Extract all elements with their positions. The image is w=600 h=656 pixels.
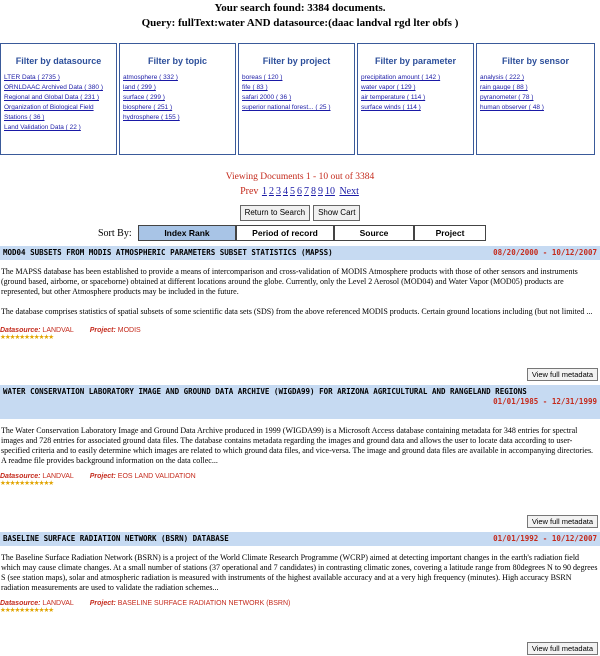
query-text: Query: fullText:water AND datasource:(daac landval rgd lter obfs ) <box>141 17 459 29</box>
filter-link[interactable]: air temperature ( 114 ) <box>361 94 426 101</box>
action-buttons <box>0 205 600 221</box>
filter-link[interactable]: Land Validation Data ( 22 ) <box>4 124 81 131</box>
record-title-bar <box>0 532 600 546</box>
pagination <box>0 186 600 197</box>
sort-source[interactable]: Source <box>334 225 414 241</box>
sort-label: Sort By: <box>98 227 132 239</box>
sort-period-of-record[interactable]: Period of record <box>236 225 334 241</box>
sort-project[interactable]: Project <box>414 225 486 241</box>
page-link-6[interactable]: 6 <box>296 186 302 197</box>
filter-link[interactable]: rain gauge ( 88 ) <box>480 84 528 91</box>
page-link-4[interactable]: 4 <box>282 186 288 197</box>
result-record <box>0 385 600 526</box>
view-full-metadata-button[interactable]: View full metadata <box>527 368 598 381</box>
rating-stars: ★★★★★★★★★★★ <box>0 480 54 487</box>
filter-title: Filter by topic <box>147 56 207 66</box>
filter-link[interactable]: biosphere ( 251 ) <box>123 104 173 111</box>
page-link-3[interactable]: 3 <box>275 186 281 197</box>
record-title-bar <box>0 246 600 260</box>
record-title-bar <box>0 385 600 419</box>
record-description <box>0 426 600 466</box>
filter-project-box <box>238 43 355 155</box>
page-link-2[interactable]: 2 <box>268 186 274 197</box>
record-title[interactable]: BASELINE SURFACE RADIATION NETWORK (BSRN) DATABASE <box>3 534 229 543</box>
filter-link[interactable]: analysis ( 222 ) <box>480 74 525 81</box>
project-label: Project: <box>89 600 116 607</box>
datasource-label: Datasource: <box>0 473 41 480</box>
prev-label: Prev <box>240 186 259 197</box>
record-title[interactable]: WATER CONSERVATION LABORATORY IMAGE AND GROUND DATA ARCHIVE (WIGDA99) FOR ARIZONA AGRICULTURAL AND RANGELAND REGIONS <box>3 387 527 396</box>
filter-panel <box>0 43 600 155</box>
page-link-8[interactable]: 8 <box>310 186 316 197</box>
filter-title: Filter by parameter <box>374 56 457 66</box>
description-paragraph: The Baseline Surface Radiation Network (BSRN) is a project of the World Climate Research Programme (WCRP) aimed at detecting important changes in the earth's radiation field which may cause climate changes. At a small number of stations (37 operational and 7 candidates) in contrasting climatic zones, covering a latitude range from 80degrees N to 90 degrees S (see station maps), solar and atmospheric radiation is measured with instruments of the highest available accuracy and at a very high frequency (minutes). High accuracy BSRN radiation measurements are used to validate the radiation schemes... <box>1 553 598 592</box>
datasource-value: LANDVAL <box>42 600 74 607</box>
project-label: Project: <box>89 327 116 334</box>
filter-link[interactable]: Regional and Global Data ( 231 ) <box>4 94 100 101</box>
filter-link[interactable]: atmosphere ( 332 ) <box>123 74 178 81</box>
page-link-5[interactable]: 5 <box>289 186 295 197</box>
filter-link[interactable]: ORNLDAAC Archived Data ( 380 ) <box>4 84 103 91</box>
project-label: Project: <box>89 473 116 480</box>
record-title[interactable]: MOD04 SUBSETS FROM MODIS ATMOSPHERIC PARAMETERS SUBSET STATISTICS (MAPSS) <box>3 248 333 257</box>
return-to-search-button[interactable]: Return to Search <box>240 205 310 221</box>
project-value: BASELINE SURFACE RADIATION NETWORK (BSRN) <box>117 600 291 607</box>
record-meta <box>0 327 600 334</box>
project-value: EOS LAND VALIDATION <box>117 473 196 480</box>
filter-title: Filter by sensor <box>501 56 570 66</box>
filter-datasource-box <box>0 43 117 155</box>
search-summary <box>0 2 600 30</box>
sort-index-rank[interactable]: Index Rank <box>138 225 236 241</box>
filter-link[interactable]: hydrosphere ( 155 ) <box>123 114 180 121</box>
sort-bar <box>98 224 486 242</box>
record-meta <box>0 473 600 480</box>
record-description <box>0 553 600 593</box>
view-full-metadata-button[interactable]: View full metadata <box>527 642 598 655</box>
filter-link[interactable]: precipitation amount ( 142 ) <box>361 74 441 81</box>
result-record <box>0 532 600 653</box>
filter-link[interactable]: land ( 299 ) <box>123 84 156 91</box>
filter-link[interactable]: safari 2000 ( 36 ) <box>242 94 292 101</box>
record-dates: 01/01/1992 - 10/12/2007 <box>493 534 597 543</box>
datasource-value: LANDVAL <box>42 327 74 334</box>
page-link-9[interactable]: 9 <box>317 186 323 197</box>
datasource-value: LANDVAL <box>42 473 74 480</box>
next-link[interactable]: Next <box>339 186 359 197</box>
filter-link[interactable]: surface ( 299 ) <box>123 94 165 101</box>
filter-link[interactable]: boreas ( 120 ) <box>242 74 283 81</box>
result-record <box>0 246 600 379</box>
datasource-label: Datasource: <box>0 600 41 607</box>
filter-link[interactable]: LTER Data ( 2735 ) <box>4 74 60 81</box>
record-dates: 01/01/1985 - 12/31/1999 <box>493 397 597 406</box>
filter-link[interactable]: water vapor ( 129 ) <box>361 84 416 91</box>
viewing-range: Viewing Documents 1 - 10 out of 3384 <box>225 172 375 182</box>
rating-stars: ★★★★★★★★★★★ <box>0 334 54 341</box>
filter-parameter-box <box>357 43 474 155</box>
filter-link[interactable]: human observer ( 48 ) <box>480 104 544 111</box>
filter-title: Filter by project <box>262 56 331 66</box>
filter-link[interactable]: Stations ( 36 ) <box>4 114 45 121</box>
description-paragraph: The MAPSS database has been established to provide a means of intercomparison and cross-validation of MODIS Atmosphere products with those of other sensors and instruments (ground based, airborne, or spaceborne) obtained at different locations around the globe. Currently, only the Level 2 Aerosol (MOD04) and Water Vapor (MOD05) products are represented, but other Atmosphere products may be included in the future. <box>1 267 578 296</box>
page-link-7[interactable]: 7 <box>303 186 309 197</box>
filter-topic-box <box>119 43 236 155</box>
filter-link[interactable]: fife ( 83 ) <box>242 84 268 91</box>
filter-link[interactable]: pyranometer ( 78 ) <box>480 94 534 101</box>
filter-sensor-box <box>476 43 595 155</box>
page-link-1[interactable]: 1 <box>261 186 267 197</box>
page-link-10[interactable]: 10 <box>324 186 335 197</box>
filter-title: Filter by datasource <box>15 56 102 66</box>
filter-link[interactable]: superior national forest... ( 25 ) <box>242 104 331 111</box>
description-paragraph: The Water Conservation Laboratory Image and Ground Data Archive produced in 1999 (WIGDA99) is a Microsoft Access database containing metadata for 348 entries for spectral images and 728 entries for associated ground data files. The database contains metadata regarding the images and ground data and allows the user to locate data according to user-specified criteria and to easily determine which images are related to which ground data files, and vice-versa. The image and ground data files are available in accompanying directories. A readme file provides background information on the data collec... <box>1 426 594 465</box>
show-cart-button[interactable]: Show Cart <box>313 205 360 221</box>
filter-link[interactable]: Organization of Biological Field <box>4 104 94 111</box>
rating-stars: ★★★★★★★★★★★ <box>0 607 54 614</box>
record-dates: 08/20/2000 - 10/12/2007 <box>493 248 597 257</box>
results-count: Your search found: 3384 documents. <box>214 2 386 14</box>
filter-link[interactable]: surface winds ( 114 ) <box>361 104 421 111</box>
record-description <box>0 267 600 317</box>
description-paragraph: The database comprises statistics of spatial subsets of some scientific data sets (SDS) from the above referenced MODIS products. Certain ground locations including (but not limited ... <box>1 307 593 316</box>
view-full-metadata-button[interactable]: View full metadata <box>527 515 598 528</box>
project-value: MODIS <box>117 327 141 334</box>
datasource-label: Datasource: <box>0 327 41 334</box>
record-meta <box>0 600 600 607</box>
